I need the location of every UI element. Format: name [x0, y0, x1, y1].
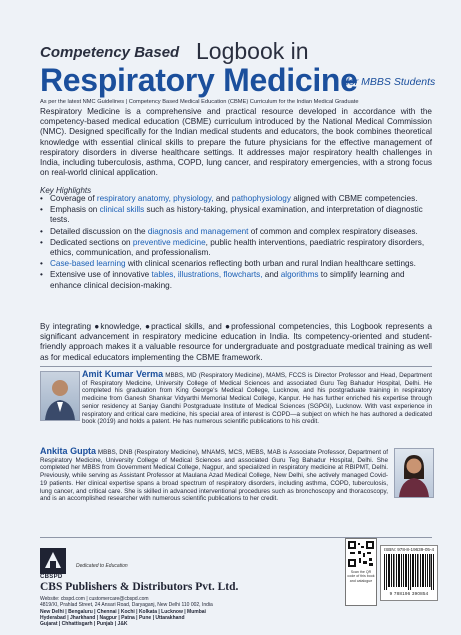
highlight-text: to simplify learning and enhance clinical decision-making. — [50, 270, 405, 290]
divider — [40, 366, 432, 367]
logbook-title: Logbook in — [196, 38, 309, 64]
highlight-text: such as history-taking, physical examination, and interpretation of diagnostic tests. — [50, 205, 423, 225]
intro-paragraph: Respiratory Medicine is a comprehensive and practical resource developed in accordance with the competency-based medical education (CBME) curriculum introduced by the National Medical Commission (NMC). Designed specifically for the Indian medical students and educators, the book combines theoretical knowledge with essential clinical skills to prepare the future physicians for the effective management of respiratory disorders in diverse healthcare settings. It addresses major respiratory health challenges in India, including tuberculosis, asthma, COPD, lung cancer, and respiratory emergencies, with a strong focus on real-world clinical application. — [40, 107, 432, 178]
author-name: Amit Kumar Verma — [82, 369, 164, 379]
highlights-heading: Key Highlights — [40, 186, 92, 195]
highlight-emphasis: clinical skills — [99, 205, 145, 215]
publisher-logo-text: CBSPD — [40, 574, 63, 580]
highlight-text: Dedicated sections on — [50, 237, 133, 247]
highlight-emphasis: diagnosis and management — [147, 226, 249, 236]
person-icon — [395, 449, 433, 497]
author-gupta — [40, 448, 388, 503]
highlight-text: aligned with CBME competencies. — [290, 194, 418, 203]
highlight-emphasis: Case-based learning — [50, 259, 126, 269]
publisher-branches: Gujarat | Chhattisgarh | Punjab | J&K — [40, 621, 128, 627]
isbn-label: ISBN: 978-8-19639-05-4 — [383, 547, 435, 552]
publisher-address: 4819/XI, Prahlad Street, 24 Ansari Road, Daryaganj, New Delhi 110 002, India — [40, 602, 213, 608]
author-verma — [82, 371, 432, 426]
highlight-text: and — [262, 270, 281, 280]
highlight-text: of common and complex respiratory diseases. — [248, 226, 418, 236]
publisher-website: Website: cbspd.com | customercare@cbspd.com — [40, 596, 149, 602]
author-photo-verma — [40, 371, 80, 421]
barcode — [380, 545, 438, 601]
highlight-emphasis: preventive medicine — [132, 237, 206, 247]
highlight-emphasis: pathophysiology — [231, 194, 291, 203]
summary-paragraph: By integrating ●knowledge, ●practical skills, and ●professional competencies, this Logbook represents a significant advancement in respiratory medicine education in India. Its competency-oriented and student-friendly approach makes it a valuable resource for undergraduate and postgraduate medical training as well as for medical educators implementing the CBME framework. — [40, 322, 432, 362]
person-icon — [41, 372, 79, 420]
highlight-text: Coverage of — [50, 194, 97, 203]
highlight-text: and — [213, 194, 232, 203]
highlight-item — [40, 227, 432, 237]
highlight-item — [40, 194, 432, 204]
highlight-emphasis: tables, illustrations, flowcharts, — [151, 270, 263, 280]
publisher-branches: New Delhi | Bengaluru | Chennai | Kochi | Kolkata | Lucknow | Mumbai — [40, 609, 206, 615]
highlight-item — [40, 259, 432, 269]
highlight-text: with clinical scenarios reflecting both urban and rural Indian healthcare settings. — [125, 259, 416, 269]
publisher-branches: Hyderabad | Jharkhand | Nagpur | Patna | Pune | Uttarakhand — [40, 615, 185, 621]
publisher-tagline: Dedicated to Education — [76, 563, 128, 569]
barcode-icon — [384, 554, 434, 590]
cbspd-logo-icon — [40, 548, 66, 574]
qr-icon — [348, 541, 374, 567]
qr-caption: Scan the QR code of this book and catalogue — [347, 570, 375, 583]
publisher-name: CBS Publishers & Distributors Pvt. Ltd. — [40, 581, 239, 593]
book-title: Respiratory Medicine — [40, 62, 358, 98]
highlight-emphasis: respiratory anatomy, physiology, — [96, 194, 214, 203]
author-name: Ankita Gupta — [40, 446, 97, 456]
highlight-text: Emphasis on — [50, 205, 100, 215]
highlights-list — [40, 194, 432, 292]
highlight-text: , public health interventions, paediatric respiratory disorders, ethics, communication, and professionalism. — [50, 237, 425, 258]
guidelines-line: As per the latest NMC Guidelines | Competency Based Medical Education (CBME) Curriculum for the Indian Medical Graduate — [40, 99, 359, 105]
author-photo-gupta — [394, 448, 434, 498]
highlight-emphasis: algorithms — [280, 270, 319, 280]
qr-code — [345, 538, 377, 606]
audience-line: for MBBS Students — [346, 76, 436, 88]
highlight-item — [40, 205, 432, 225]
highlight-item — [40, 270, 432, 290]
highlight-text: Extensive use of innovative — [50, 270, 152, 280]
barcode-digits: 9 788196 390854 — [389, 591, 429, 596]
highlight-item — [40, 238, 432, 258]
author-bio: MBBS, MD (Respiratory Medicine), MAMS, FCCS is Director Professor and Head, Department of Respiratory Medicine, University College of Medical Sciences and associated Guru Teg Bahadur Hospital, Delhi. He completed his graduation from King George's Medical College, Lucknow, and his postgraduate training in respiratory medicine from Ganesh Shankar Vidyarthi Memorial Medical College, Kanpur. He has further enriched his expertise through senior residency at Sanjay Gandhi Postgraduate Institute of Medical Sciences (SGPGI), Lucknow. With vast experience in respiratory and critical care medicine, his special area of interest is COPD—a subject on which he has authored a dedicated book (2019) and holds a patent. He has numerous scientific publications to his credit. — [82, 372, 433, 426]
highlight-text: Detailed discussion on the — [50, 226, 148, 236]
author-bio: MBBS, DNB (Respiratory Medicine), MNAMS, MCS, MEBS, MAB is Associate Professor, Department of Respiratory Medicine, University College of Medical Sciences and associated Guru Teg Bahadur Hospital, Delhi. She completed her MBBS from Government Medical College, Nagpur, and specialized in respiratory medicine at RBIPMT, Delhi. Previously, while serving as Assistant Professor at Maulana Azad Medical College, New Delhi, she actively managed Covid-19 patients. Her clinical expertise spans a broad spectrum of respiratory disorders, including asthma, COPD, tuberculosis, lung cancer, and critical care. She is skilled in advanced interventional procedures such as bronchoscopy and thoracoscopy, and is an accomplished researcher with numerous scientific publications to her credit. — [40, 449, 389, 503]
subtitle-competency: Competency Based — [40, 44, 180, 61]
